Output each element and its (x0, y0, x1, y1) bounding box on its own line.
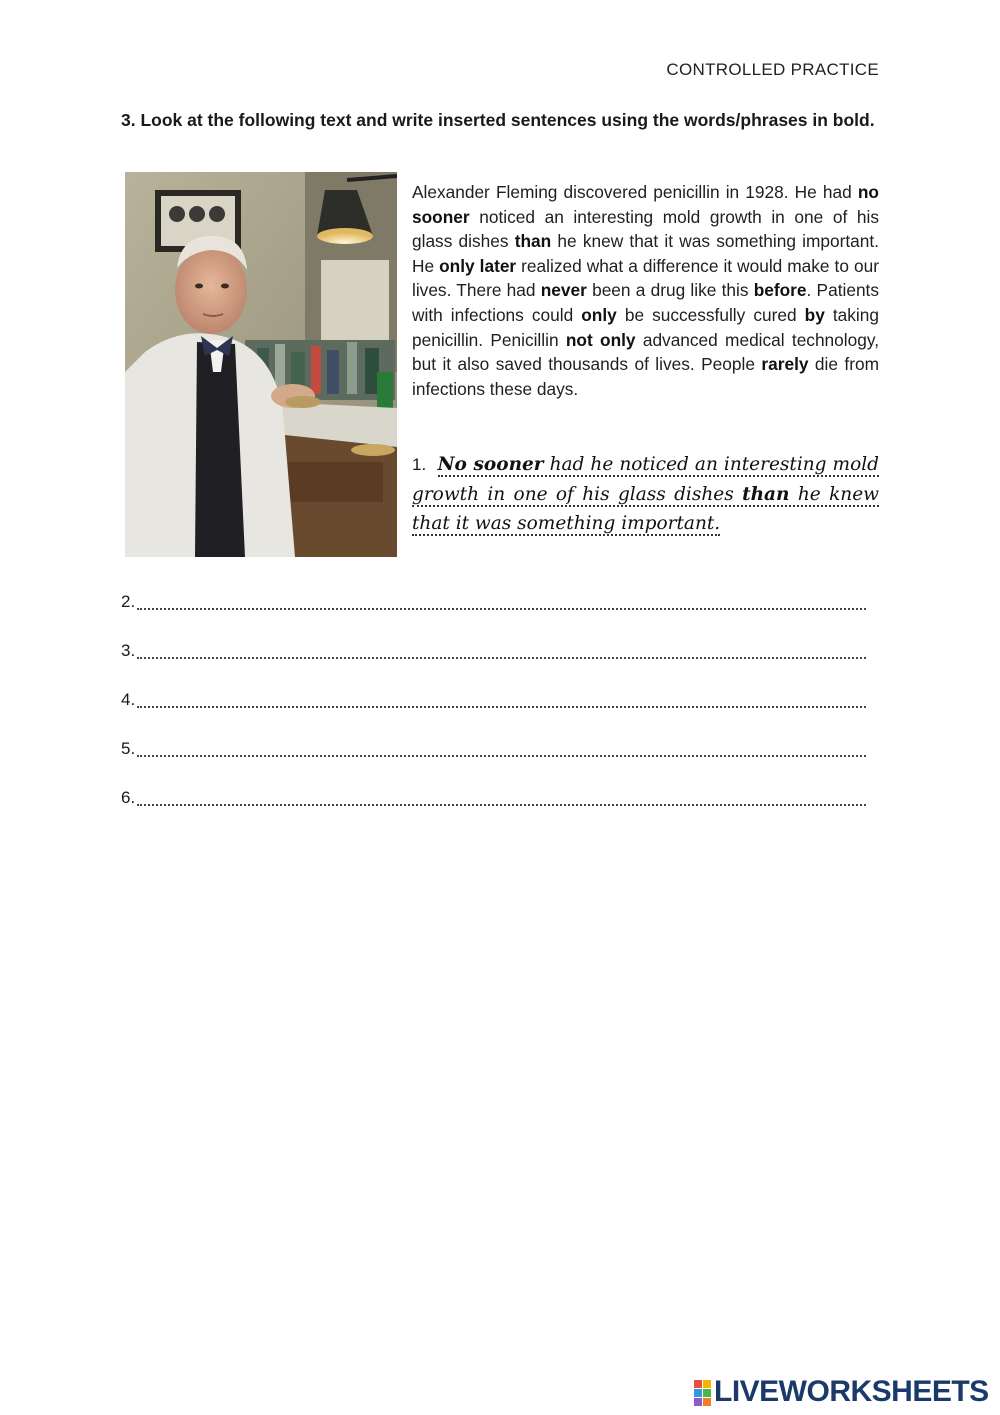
bold-phrase: by (804, 304, 825, 325)
exercise-instruction: 3. Look at the following text and write inserted sentences using the words/phrases in bold. (121, 110, 875, 130)
logo-text: LIVEWORKSHEETS (714, 1375, 989, 1408)
line-number: 4. (121, 690, 136, 709)
passage-text: taking penicillin. Penicillin (412, 304, 879, 350)
bold-phrase: never (540, 280, 587, 301)
scientist-photo (125, 172, 397, 557)
answer-number: 1. (412, 455, 427, 474)
passage-text: realized what a difference it would make to our lives. There had (412, 255, 879, 301)
bold-phrase: no sooner (412, 182, 879, 227)
answer-blank[interactable] (137, 689, 866, 708)
answer-line-2[interactable] (121, 588, 866, 612)
example-answer (412, 450, 879, 539)
passage-text: Alexander Fleming discovered penicillin in 1928. He had (412, 182, 858, 202)
answer-text: he knew that it was something important. (412, 483, 879, 534)
bold-phrase: before (753, 280, 807, 301)
passage-text: he knew that it was something important. He (412, 231, 879, 276)
answer-bold-phrase: than (742, 483, 790, 505)
answer-bold-phrase: No sooner (437, 454, 544, 475)
line-number: 2. (121, 592, 136, 611)
passage-text: noticed an interesting mold growth in one of his glass dishes (412, 206, 879, 252)
passage-text: . Patients with infections could (412, 280, 880, 325)
bold-phrase: only (581, 304, 617, 325)
answer-text: had he noticed an interesting mold growth in one of his glass dishes (412, 454, 879, 505)
logo-blocks-icon (694, 1378, 712, 1406)
fleming-passage (412, 180, 879, 401)
answer-blank[interactable] (137, 640, 866, 659)
bold-phrase: only later (439, 255, 517, 276)
line-number: 5. (121, 739, 136, 758)
bold-phrase: rarely (761, 354, 809, 375)
bold-phrase: not only (565, 329, 636, 350)
bold-phrase: than (514, 231, 552, 252)
line-number: 6. (121, 788, 136, 807)
handwritten-answer (412, 454, 879, 536)
passage-text: advanced medical technology, but it also saved thousands of lives. People (412, 329, 879, 375)
section-header: CONTROLLED PRACTICE (666, 60, 879, 79)
line-number: 3. (121, 641, 136, 660)
passage-text: be successfully cured (616, 304, 805, 325)
answer-line-6[interactable] (121, 784, 866, 808)
answer-line-3[interactable] (121, 637, 866, 661)
answer-blank[interactable] (137, 787, 866, 806)
answer-blank[interactable] (137, 738, 866, 757)
passage-text: die from infections these days. (412, 354, 879, 399)
passage-text: been a drug like this (586, 280, 754, 301)
answer-line-4[interactable] (121, 686, 866, 710)
answer-line-5[interactable] (121, 735, 866, 759)
answer-blank[interactable] (137, 591, 866, 610)
liveworksheets-logo (694, 1375, 989, 1409)
